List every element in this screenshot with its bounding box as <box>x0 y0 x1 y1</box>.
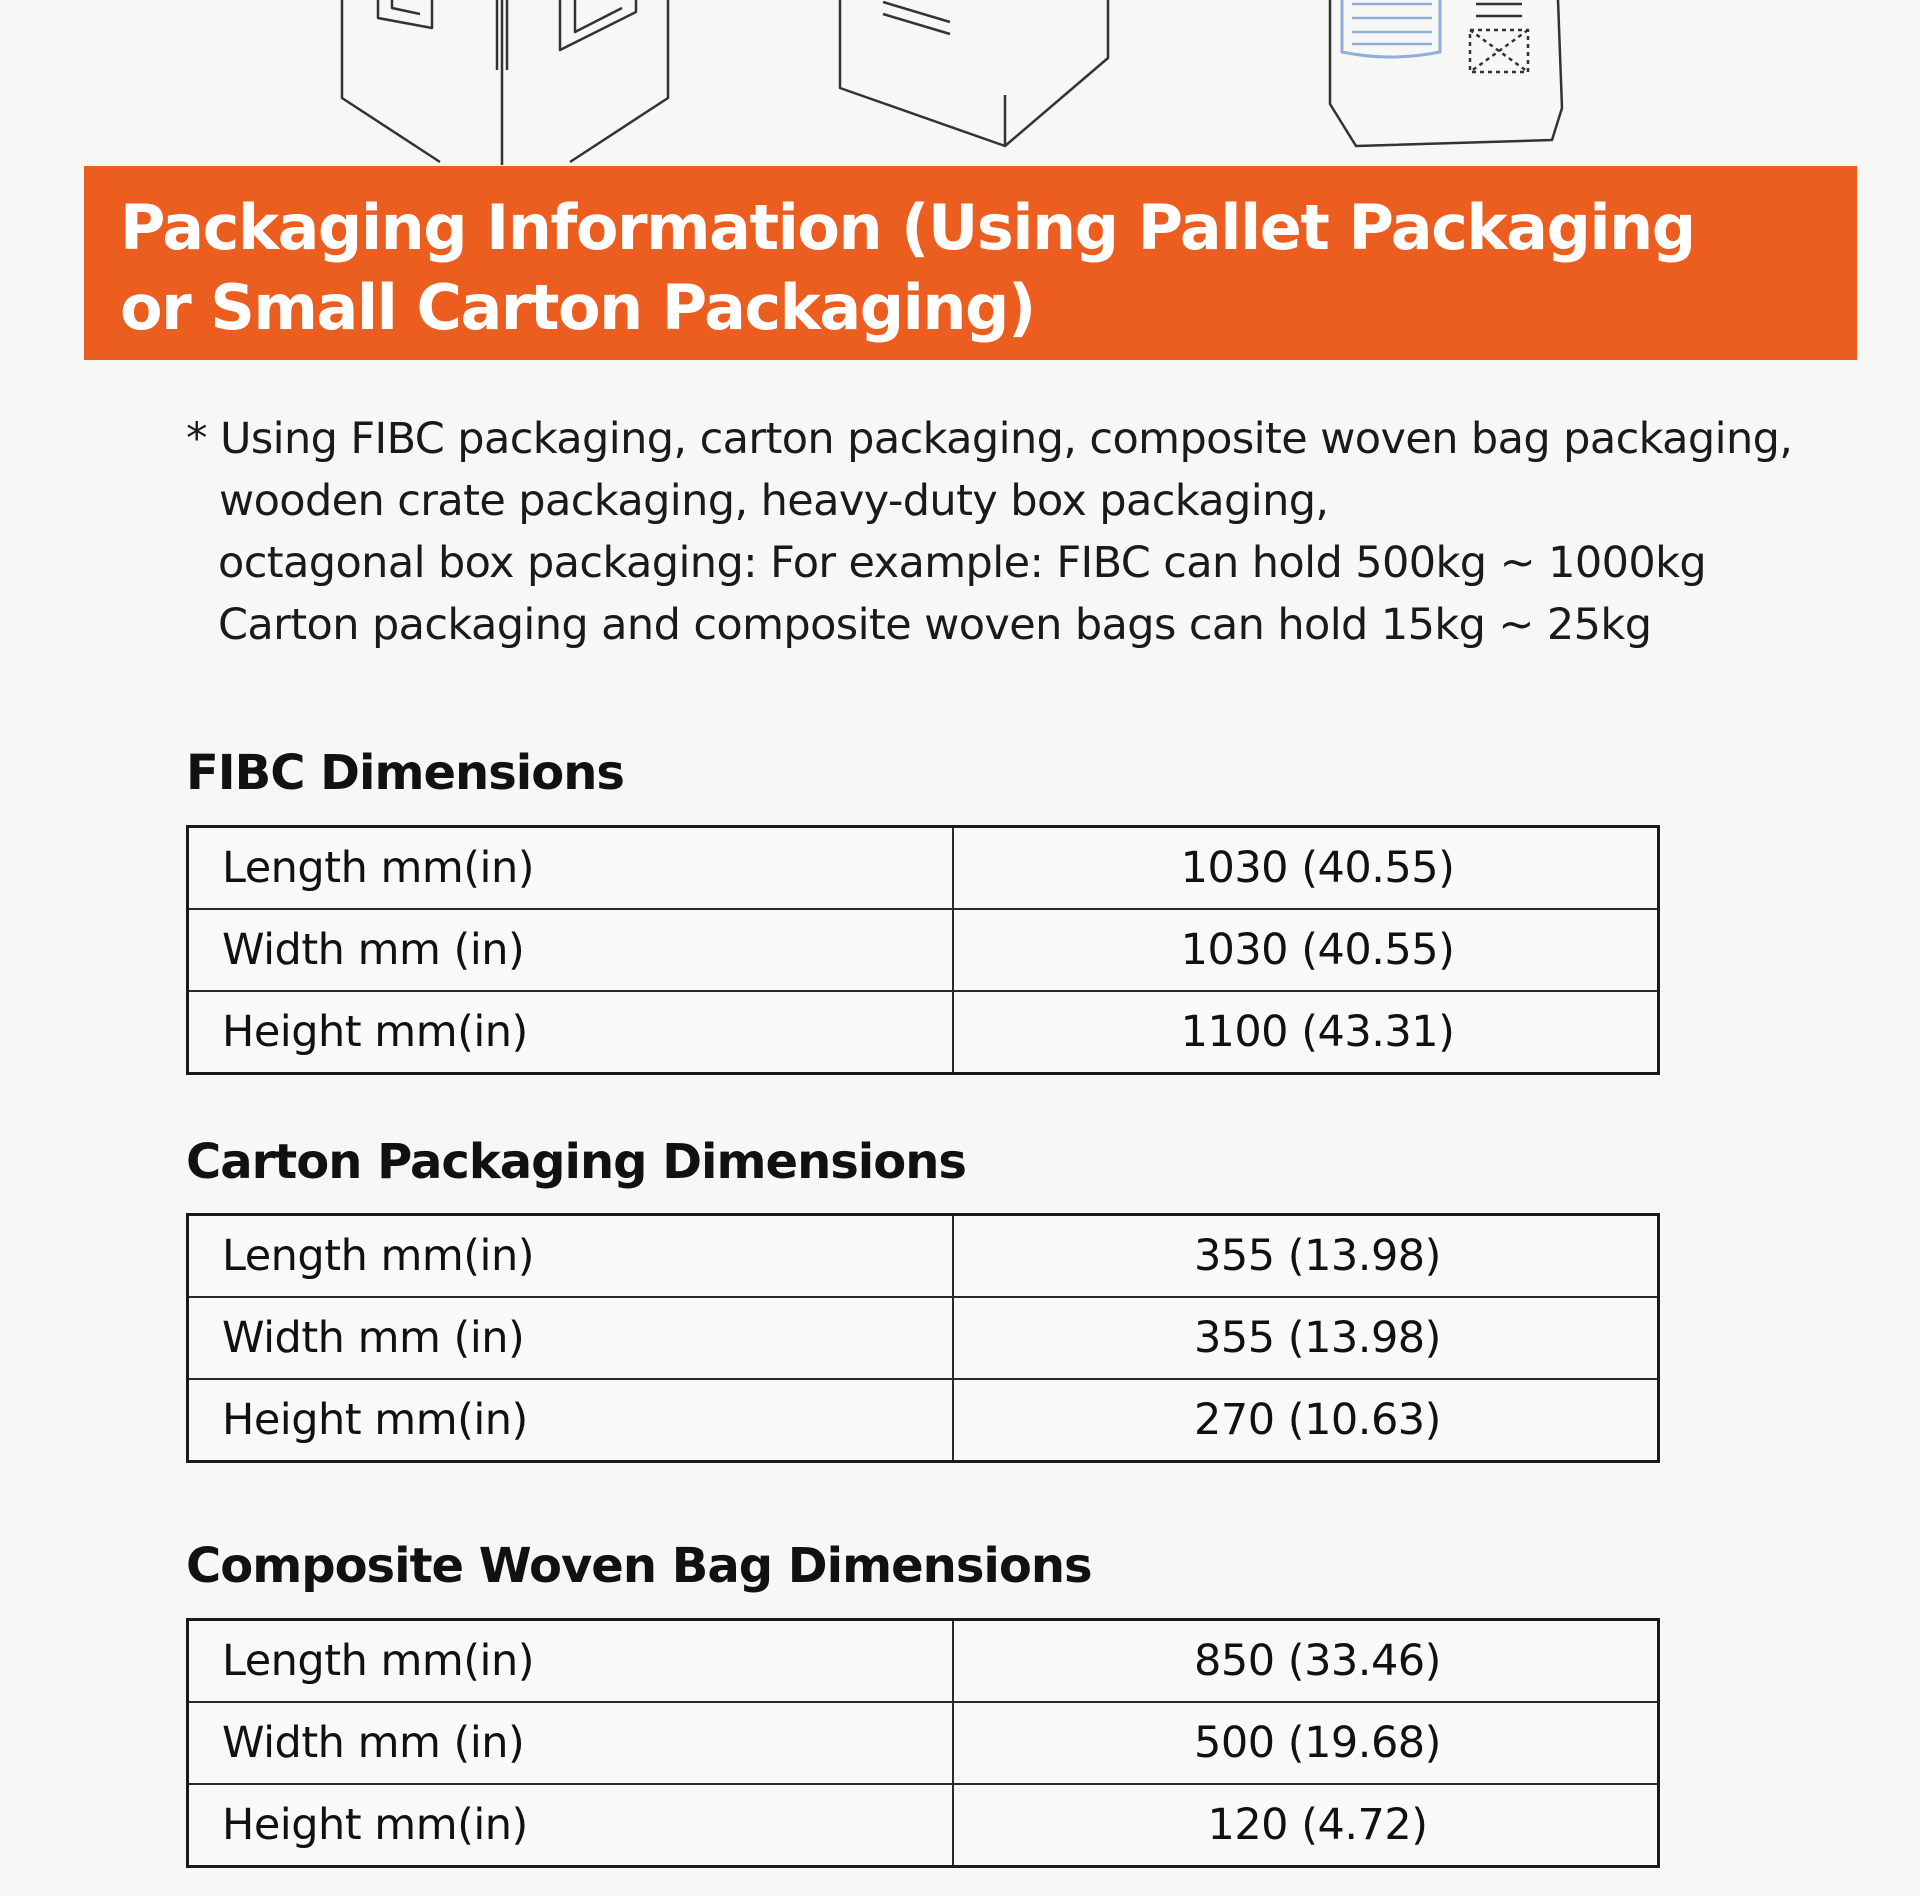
dimension-label: Height mm(in) <box>188 1784 954 1867</box>
dimension-label: Width mm (in) <box>188 1297 954 1379</box>
dimension-label: Width mm (in) <box>188 909 954 991</box>
carton-box-icon <box>840 0 1108 146</box>
dimension-value: 120 (4.72) <box>953 1784 1659 1867</box>
dimension-value: 355 (13.98) <box>953 1215 1659 1298</box>
dimension-label: Height mm(in) <box>188 1379 954 1462</box>
woven-bag-dimensions-table <box>186 1618 1660 1868</box>
fibc-dimensions-table <box>186 825 1660 1075</box>
dimension-value: 355 (13.98) <box>953 1297 1659 1379</box>
table-row <box>188 1215 1659 1298</box>
packaging-illustrations <box>0 0 1920 170</box>
dimension-label: Length mm(in) <box>188 827 954 910</box>
dimension-value: 1100 (43.31) <box>953 991 1659 1074</box>
table-row <box>188 827 1659 910</box>
dimension-value: 850 (33.46) <box>953 1620 1659 1703</box>
table-row <box>188 1379 1659 1462</box>
carton-section-title: Carton Packaging Dimensions <box>186 1134 966 1190</box>
dimension-label: Length mm(in) <box>188 1620 954 1703</box>
note-line-3: octagonal box packaging: For example: FIBC can hold 500kg ~ 1000kg <box>218 538 1707 588</box>
table-row <box>188 1620 1659 1703</box>
dimension-label: Height mm(in) <box>188 991 954 1074</box>
table-row <box>188 991 1659 1074</box>
fibc-bag-icon <box>342 0 668 165</box>
woven-bag-section-title: Composite Woven Bag Dimensions <box>186 1538 1092 1594</box>
title-banner <box>84 166 1857 360</box>
dimension-label: Length mm(in) <box>188 1215 954 1298</box>
table-row <box>188 1702 1659 1784</box>
table-row <box>188 1297 1659 1379</box>
page-title-line-2: or Small Carton Packaging) <box>120 271 1035 344</box>
fibc-section-title: FIBC Dimensions <box>186 745 624 801</box>
packaging-note <box>186 408 1806 656</box>
note-line-1: * Using FIBC packaging, carton packaging, composite woven bag packaging, <box>186 414 1793 464</box>
table-row <box>188 1784 1659 1867</box>
table-row <box>188 909 1659 991</box>
woven-bag-icon <box>1330 0 1562 146</box>
note-line-4: Carton packaging and composite woven bags can hold 15kg ~ 25kg <box>218 600 1652 650</box>
dimension-value: 270 (10.63) <box>953 1379 1659 1462</box>
carton-dimensions-table <box>186 1213 1660 1463</box>
dimension-value: 1030 (40.55) <box>953 827 1659 910</box>
note-line-2: wooden crate packaging, heavy-duty box packaging, <box>219 476 1329 526</box>
dimension-value: 1030 (40.55) <box>953 909 1659 991</box>
page-title-line-1: Packaging Information (Using Pallet Packaging <box>120 191 1695 264</box>
dimension-label: Width mm (in) <box>188 1702 954 1784</box>
dimension-value: 500 (19.68) <box>953 1702 1659 1784</box>
